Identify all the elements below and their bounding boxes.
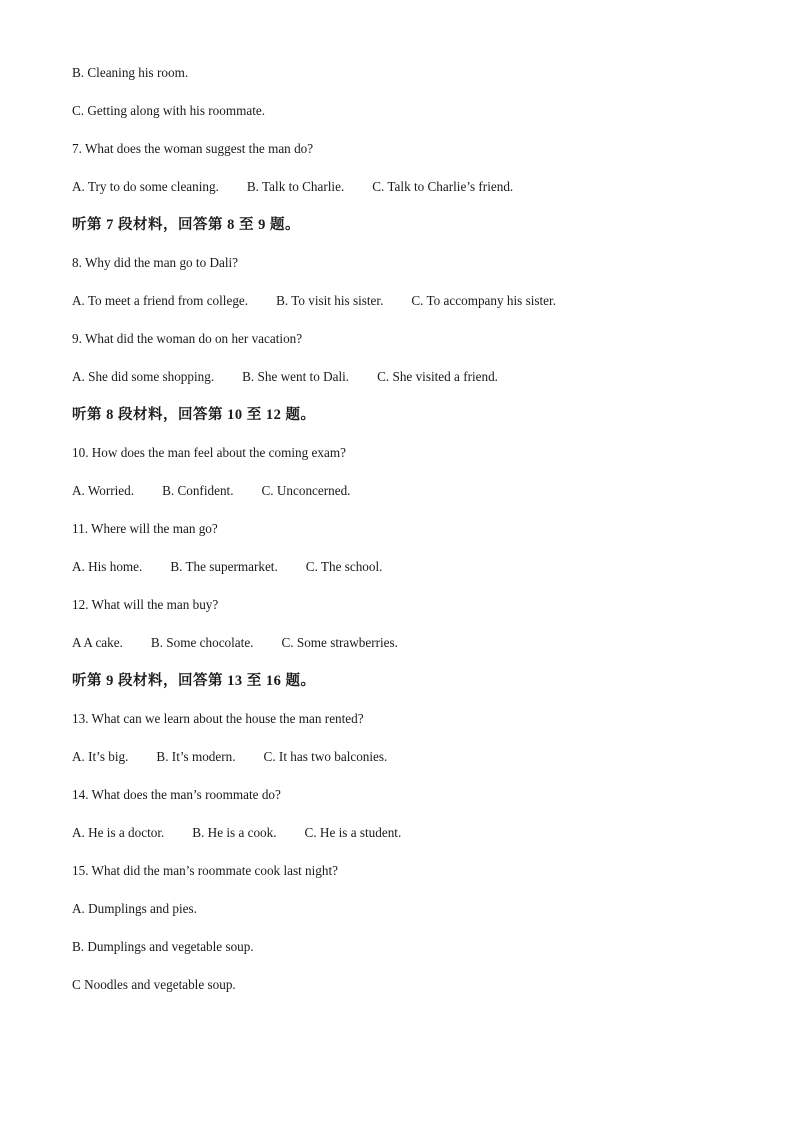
answer-options bbox=[72, 632, 732, 670]
answer-option-line: C Noodles and vegetable soup. bbox=[72, 977, 236, 992]
answer-options bbox=[72, 822, 732, 860]
question-text: 10. How does the man feel about the coming exam? bbox=[72, 445, 346, 460]
question-text: 8. Why did the man go to Dali? bbox=[72, 255, 239, 270]
section-heading: 听第 8 段材料，回答第 10 至 12 题。 bbox=[72, 407, 316, 423]
section-heading: 听第 9 段材料，回答第 13 至 16 题。 bbox=[72, 673, 316, 689]
answer-option: C. The school. bbox=[305, 559, 383, 574]
answer-option: A. Worried. bbox=[72, 483, 135, 498]
question-text: 9. What did the woman do on her vacation? bbox=[72, 331, 303, 346]
section-heading: 听第 7 段材料，回答第 8 至 9 题。 bbox=[72, 217, 300, 233]
answer-option: C. It has two balconies. bbox=[263, 749, 388, 764]
answer-option: C. She visited a friend. bbox=[377, 369, 498, 384]
answer-option: B. To visit his sister. bbox=[276, 293, 384, 308]
answer-option: C. To accompany his sister. bbox=[411, 293, 556, 308]
answer-option: B. She went to Dali. bbox=[242, 369, 350, 384]
answer-option: A. He is a doctor. bbox=[72, 825, 165, 840]
answer-option: B. The supermarket. bbox=[170, 559, 278, 574]
answer-option: A. His home. bbox=[72, 559, 143, 574]
answer-option: C. Unconcerned. bbox=[261, 483, 351, 498]
answer-option: A. To meet a friend from college. bbox=[72, 293, 249, 308]
answer-option: C. He is a student. bbox=[304, 825, 402, 840]
question-text: 7. What does the woman suggest the man do? bbox=[72, 141, 314, 156]
answer-option: C. Talk to Charlie’s friend. bbox=[372, 179, 514, 194]
question-text: 14. What does the man’s roommate do? bbox=[72, 787, 281, 802]
answer-option: C. Some strawberries. bbox=[281, 635, 398, 650]
answer-option-line: B. Dumplings and vegetable soup. bbox=[72, 939, 254, 954]
answer-option-line: A. Dumplings and pies. bbox=[72, 901, 197, 916]
answer-option: B. It’s modern. bbox=[156, 749, 236, 764]
answer-options bbox=[72, 556, 732, 594]
question-text: 15. What did the man’s roommate cook last night? bbox=[72, 863, 339, 878]
answer-option: B. Talk to Charlie. bbox=[246, 179, 345, 194]
answer-options bbox=[72, 366, 732, 404]
answer-option: B. Some chocolate. bbox=[150, 635, 254, 650]
answer-options bbox=[72, 480, 732, 518]
answer-option: A. It’s big. bbox=[72, 749, 129, 764]
answer-option-line: B. Cleaning his room. bbox=[72, 65, 189, 80]
document-page bbox=[72, 62, 732, 1012]
answer-option: B. Confident. bbox=[162, 483, 234, 498]
answer-option: B. He is a cook. bbox=[192, 825, 277, 840]
question-text: 11. Where will the man go? bbox=[72, 521, 218, 536]
question-text: 13. What can we learn about the house the man rented? bbox=[72, 711, 364, 726]
answer-option: A. Try to do some cleaning. bbox=[72, 179, 219, 194]
answer-option: A. She did some shopping. bbox=[72, 369, 215, 384]
question-text: 12. What will the man buy? bbox=[72, 597, 219, 612]
answer-options bbox=[72, 290, 732, 328]
answer-options bbox=[72, 746, 732, 784]
answer-option: A A cake. bbox=[72, 635, 123, 650]
answer-options bbox=[72, 176, 732, 214]
answer-option-line: C. Getting along with his roommate. bbox=[72, 103, 266, 118]
